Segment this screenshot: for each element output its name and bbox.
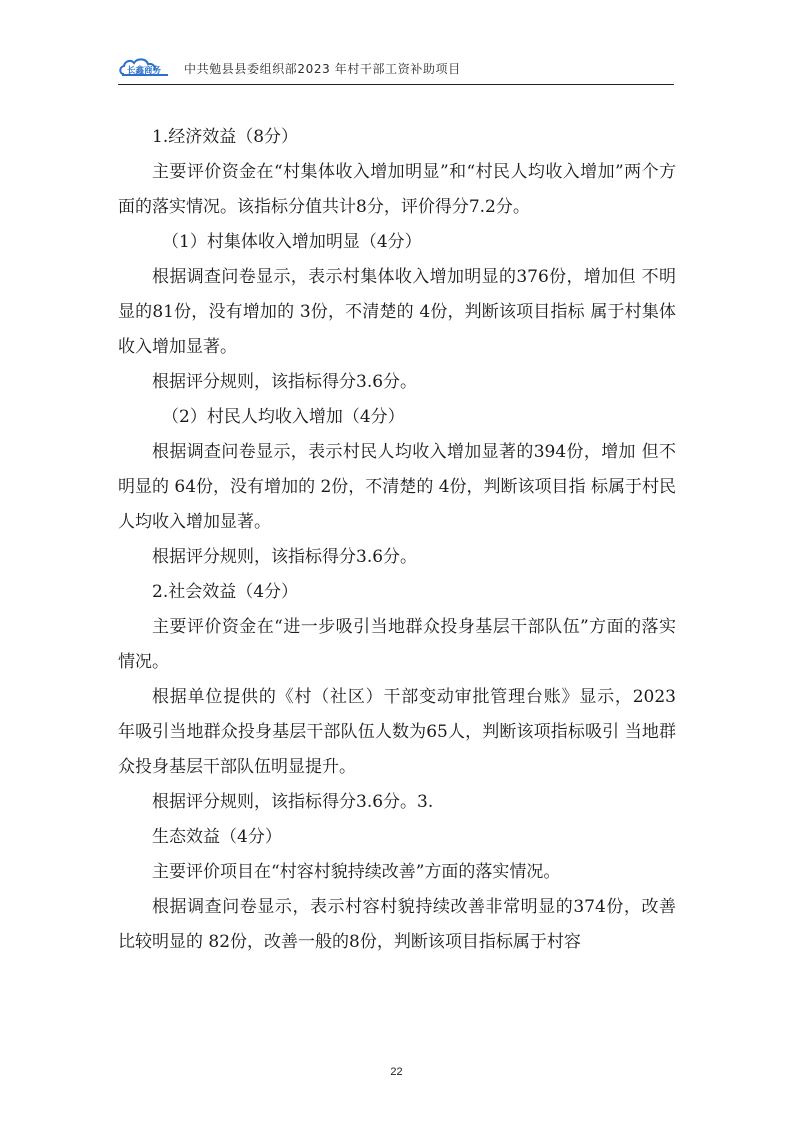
- cloud-logo-icon: [118, 56, 174, 78]
- paragraph-heading-ecological: 生态效益（4分）: [152, 827, 282, 847]
- header-divider: [118, 84, 674, 85]
- paragraph: 根据调查问卷显示，表示村容村貌持续改善非常明显的374份，改善比较明显的 82份，改善一般的8份，判断该项目指标属于村容: [118, 897, 676, 952]
- paragraph: 根据评分规则，该指标得分3.6分。3.: [152, 792, 434, 812]
- header-title: 中共勉县县委组织部2023 年村干部工资补助项目: [184, 62, 461, 76]
- logo-text: 长鑫商务: [127, 66, 162, 76]
- page-header: [118, 54, 674, 84]
- paragraph: 根据单位提供的《村（社区）干部变动审批管理台账》显示，2023 年吸引当地群众投身基层干部队伍人数为65人，判断该项指标吸引 当地群众投身基层干部队伍明显提升。: [118, 687, 676, 777]
- paragraph: 根据调查问卷显示，表示村民人均收入增加显著的394份，增加 但不明显的 64份，没有增加的 2份，不清楚的 4份，判断该项目指 标属于村民人均收入增加显著。: [118, 442, 676, 532]
- paragraph: 根据评分规则，该指标得分3.6分。: [152, 547, 418, 567]
- paragraph: 根据调查问卷显示，表示村集体收入增加明显的376份，增加但 不明显的81份，没有增加的 3份，不清楚的 4份，判断该项目指标 属于村集体收入增加显著。: [118, 267, 676, 357]
- paragraph-heading-social: 2.社会效益（4分）: [152, 582, 299, 602]
- paragraph: 主要评价资金在“进一步吸引当地群众投身基层干部队伍”方面的落实情况。: [118, 617, 676, 672]
- paragraph: 主要评价资金在“村集体收入增加明显”和“村民人均收入增加”两个方面的落实情况。该指标分值共计8分，评价得分7.2分。: [118, 162, 676, 217]
- paragraph-heading-economic: 1.经济效益（8分）: [152, 127, 299, 147]
- paragraph-subheading: （1）村集体收入增加明显（4分）: [162, 232, 422, 252]
- body-text: [118, 120, 676, 960]
- paragraph-subheading: （2）村民人均收入增加（4分）: [162, 407, 405, 427]
- paragraph: 主要评价项目在“村容村貌持续改善”方面的落实情况。: [152, 862, 561, 882]
- page-number: 22: [390, 1066, 403, 1078]
- paragraph: 根据评分规则，该指标得分3.6分。: [152, 372, 418, 392]
